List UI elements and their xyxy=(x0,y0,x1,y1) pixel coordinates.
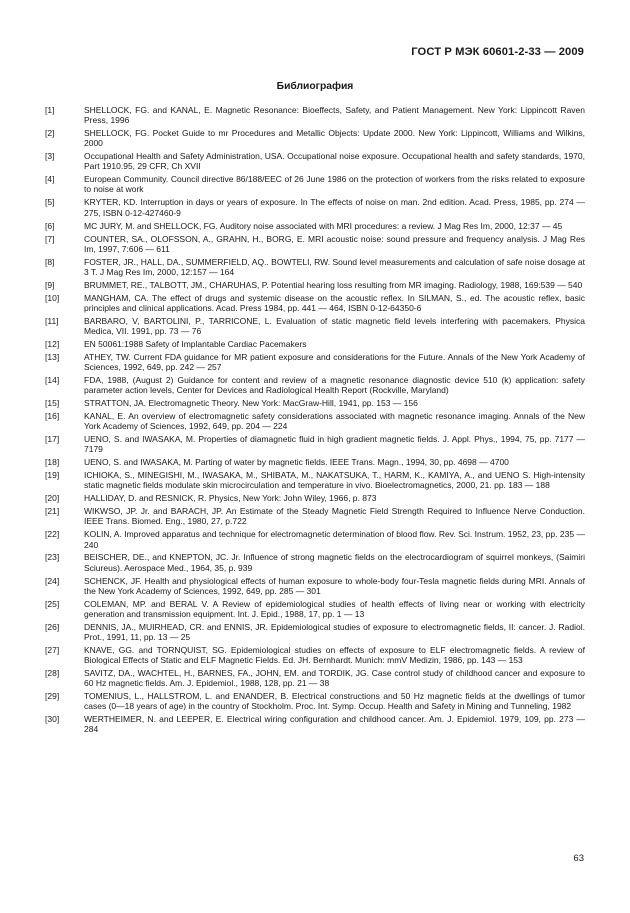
entry-text: SCHENCK, JF. Health and physiological effects of human exposure to whole-body four-Tesla magnetic fields during MRI. Annals of the New York Academy of Sciences, 1992, 649, pp. 285 — 301 xyxy=(84,575,585,596)
entry-number: [16] xyxy=(45,411,60,422)
entry-text: UENO, S. and IWASAKA, M. Properties of diamagnetic fluid in high gradient magnetic fields. J. Appl. Phys., 1994, 75, pp. 7177 — 7179 xyxy=(84,434,585,455)
bibliography-entry xyxy=(45,457,585,467)
entry-text: BRUMMET, RE., TALBOTT, JM., CHARUHAS, P. Potential hearing loss resulting from MR imaging. Radiology, 1988, 169:539 — 540 xyxy=(84,279,583,290)
bibliography-entry xyxy=(45,599,585,619)
entry-text: BEISCHER, DE., and KNEPTON, JC. Jr. Influence of strong magnetic fields on the electrocardiogram of squirrel monkeys, (Saimiri Sciureus). Aerospace Med., 1964, 35, p. 939 xyxy=(84,552,585,573)
bibliography-entry xyxy=(45,293,585,313)
entry-number: [21] xyxy=(45,506,60,517)
bibliography-list xyxy=(45,105,585,737)
entry-number: [19] xyxy=(45,470,60,481)
bibliography-entry xyxy=(45,257,585,277)
entry-text: COUNTER, SA., OLOFSSON, A., GRAHN, H., BORG, E. MRI acoustic noise: sound pressure and frequency analysis. J Mag Res Im, 1997, 7:606 — 611 xyxy=(84,233,585,254)
entry-number: [27] xyxy=(45,644,60,655)
bibliography-entry xyxy=(45,280,585,290)
entry-text: European Community. Council directive 86/188/EEC of 26 June 1986 on the protection of workers from the risks related to exposure to noise at work xyxy=(84,174,585,195)
bibliography-entry xyxy=(45,506,585,526)
bibliography-entry xyxy=(45,434,585,454)
bibliography-entry xyxy=(45,105,585,125)
bibliography-entry xyxy=(45,151,585,171)
entry-text: HALLIDAY, D. and RESNICK, R. Physics, New York: John Wiley, 1966, p. 873 xyxy=(84,493,377,504)
entry-number: [11] xyxy=(45,315,59,326)
entry-number: [4] xyxy=(45,174,55,185)
bibliography-entry xyxy=(45,316,585,336)
entry-number: [30] xyxy=(45,714,60,725)
entry-text: FDA, 1988, (August 2) Guidance for content and review of a magnetic resonance diagnostic device 510 (k) application: safety parameter action levels, Center for Devices and Radiological Health Report (Rockville, Maryland) xyxy=(84,374,585,396)
entry-text: FOSTER, JR., HALL, DA., SUMMERFIELD, AQ.. BOWTELI, RW. Sound level measurements and calculation of safe noise dosage at 3 T. J Mag Res Im, 2000, 12:157 — 164 xyxy=(84,256,585,277)
bibliography-entry xyxy=(45,470,585,490)
entry-number: [12] xyxy=(45,338,60,349)
page-number: 63 xyxy=(573,853,584,864)
entry-number: [17] xyxy=(45,434,60,445)
entry-number: [9] xyxy=(45,279,55,290)
section-title: Библиография xyxy=(276,81,354,92)
entry-text: SHELLOCK, FG. Pocket Guide to mr Procedures and Metallic Objects: Update 2000. New York: Lippincott, Williams and Wilkins, 2000 xyxy=(84,128,585,149)
entry-number: [29] xyxy=(45,691,60,702)
entry-number: [24] xyxy=(45,575,60,586)
entry-number: [5] xyxy=(45,197,55,208)
entry-text: UENO, S. and IWASAKA, M. Parting of water by magnetic fields. IEEE Trans. Magn., 1994, 30, pp. 4698 — 4700 xyxy=(84,457,509,468)
entry-number: [14] xyxy=(45,374,60,385)
bibliography-entry xyxy=(45,174,585,194)
entry-number: [26] xyxy=(45,621,60,632)
entry-text: SHELLOCK, FG. and KANAL, E. Magnetic Resonance: Bioeffects, Safety, and Patient Management. New York: Lippincott Raven Press, 1996 xyxy=(84,105,585,126)
bibliography-entry xyxy=(45,714,585,734)
bibliography-entry xyxy=(45,668,585,688)
bibliography-entry xyxy=(45,493,585,503)
entry-number: [6] xyxy=(45,220,55,231)
entry-number: [13] xyxy=(45,351,60,362)
entry-number: [2] xyxy=(45,128,55,139)
entry-number: [20] xyxy=(45,493,60,504)
bibliography-entry xyxy=(45,645,585,665)
entry-number: [18] xyxy=(45,457,60,468)
bibliography-entry xyxy=(45,352,585,372)
bibliography-entry xyxy=(45,576,585,596)
bibliography-entry xyxy=(45,529,585,549)
entry-text: KANAL, E. An overview of electromagnetic safety considerations associated with magnetic resonance imaging. Annals of the New York Academy of Sciences, 1992, 649, pp. 204 — 224 xyxy=(84,411,585,432)
entry-number: [22] xyxy=(45,529,60,540)
entry-number: [28] xyxy=(45,668,60,679)
bibliography-entry xyxy=(45,375,585,395)
bibliography-entry xyxy=(45,221,585,231)
entry-text: WIKWSO, JP. Jr. and BARACH, JP. An Estimate of the Steady Magnetic Field Strength Required to Influence Nerve Conduction. IEEE Trans. Biomed. Eng., 1980, 27, p.722 xyxy=(84,506,585,527)
bibliography-entry xyxy=(45,197,585,217)
entry-text: ATHEY, TW. Current FDA guidance for MR patient exposure and considerations for the Future. Annals of the New York Academy of Sciences, 1992, 649, pp. 242 — 257 xyxy=(84,351,585,372)
entry-number: [8] xyxy=(45,256,55,267)
bibliography-entry xyxy=(45,339,585,349)
entry-text: TOMENIUS, L., HALLSTROM, L. and ENANDER, B. Electrical constructions and 50 Hz magnetic fields at the dwellings of tumor cases (0—18 years of age) in the country of Stockholm. Proc. Int. Symp. Occup. Health and Safety in Mining and Tunneling, 1982 xyxy=(84,691,585,712)
entry-text: SAVITZ, DA., WACHTEL, H., BARNES, FA., JOHN, EM. and TORDIK, JG. Case control study of childhood cancer and exposure to 60 Hz magnetic fields. Am. J. Epidemiol., 1988, 128, pp. 21 — 38 xyxy=(84,668,585,689)
entry-text: KRYTER, KD. Interruption in days or years of exposure. In The effects of noise on man. 2nd edition. Acad. Press, 1985, pp. 274 — 275, ISBN 0-12-427460-9 xyxy=(84,197,585,218)
entry-text: Occupational Health and Safety Administration, USA. Occupational noise exposure. Occupational health and safety standards, 1970, Part 1910.95, 29 CFR, Ch XVII xyxy=(84,151,585,172)
entry-text: EN 50061:1988 Safety of Implantable Cardiac Pacemakers xyxy=(84,338,307,349)
entry-text: BARBARO, V, BARTOLINI, P., TARRICONE, L. Evaluation of static magnetic field levels interfering with pacemakers. Physica Medica, VII. 1991, pp. 73 — 76 xyxy=(84,315,585,336)
bibliography-entry xyxy=(45,234,585,254)
standard-header: ГОСТ Р МЭК 60601-2-33 — 2009 xyxy=(411,46,584,58)
entry-text: KOLIN, A. Improved apparatus and technique for electromagnetic determination of blood flow. Rev. Sci. Instrum. 1952, 23, pp. 235 — 240 xyxy=(84,529,585,550)
bibliography-entry xyxy=(45,398,585,408)
entry-text: DENNIS, JA., MUIRHEAD, CR. and ENNIS, JR. Epidemiological studies of exposure to electromagnetic fields, II: cancer. J. Radiol. Prot., 1991, 11, pp. 13 — 25 xyxy=(84,621,585,642)
entry-number: [3] xyxy=(45,151,55,162)
entry-number: [15] xyxy=(45,398,60,409)
entry-text: KNAVE, GG. and TORNQUIST, SG. Epidemiological studies on effects of exposure to ELF electromagnetic fields. A review of Biological Effects of Static and ELF Magnetic Fields. Ed. JH. Bernhardt. Munich: mmV Medizin, 1986, pp. 143 — 153 xyxy=(84,644,585,666)
entry-text: MANGHAM, CA. The effect of drugs and systemic disease on the acoustic reflex. In SILMAN, S., ed. The acoustic reflex, basic principles and clinical applications. Acad. Press 1984, pp. 441 — 464, ISBN 0-12-64350-6 xyxy=(84,292,585,313)
entry-number: [23] xyxy=(45,552,60,563)
entry-text: STRATTON, JA. Electromagnetic Theory. New York: MacGraw-Hill, 1941, pp. 153 — 156 xyxy=(84,398,418,409)
entry-number: [1] xyxy=(45,105,55,115)
entry-number: [7] xyxy=(45,233,55,244)
entry-number: [10] xyxy=(45,292,60,303)
bibliography-entry xyxy=(45,552,585,572)
entry-text: COLEMAN, MP. and BERAL V. A Review of epidemiological studies of health effects of living near or working with electricity generation and transmission equipment. Int. J. Epid., 1988, 17, pp. 1 — 13 xyxy=(84,598,585,619)
bibliography-entry xyxy=(45,128,585,148)
entry-text: ICHIOKA, S., MINEGISHI, M., IWASAKA, M., SHIBATA, M., NAKATSUKA, T., HARM, K., KAMIYA, A., and UENO S. High-intensity static magnetic fields modulate skin microcirculation and temperature in vivo. Bioelectromagnetics, 2000, 21. pp. 183 — 188 xyxy=(84,470,585,491)
entry-text: WERTHEIMER, N. and LEEPER, E. Electrical wiring configuration and childhood cancer. Am. J. Epidemiol. 1979, 109, pp. 273 — 284 xyxy=(84,714,585,735)
entry-text: MC JURY, M. and SHELLOCK, FG. Auditory noise associated with MRI procedures: a review. J Mag Res Im, 2000, 12:37 — 45 xyxy=(84,220,563,231)
bibliography-entry xyxy=(45,622,585,642)
entry-number: [25] xyxy=(45,598,60,609)
bibliography-entry xyxy=(45,691,585,711)
bibliography-entry xyxy=(45,411,585,431)
